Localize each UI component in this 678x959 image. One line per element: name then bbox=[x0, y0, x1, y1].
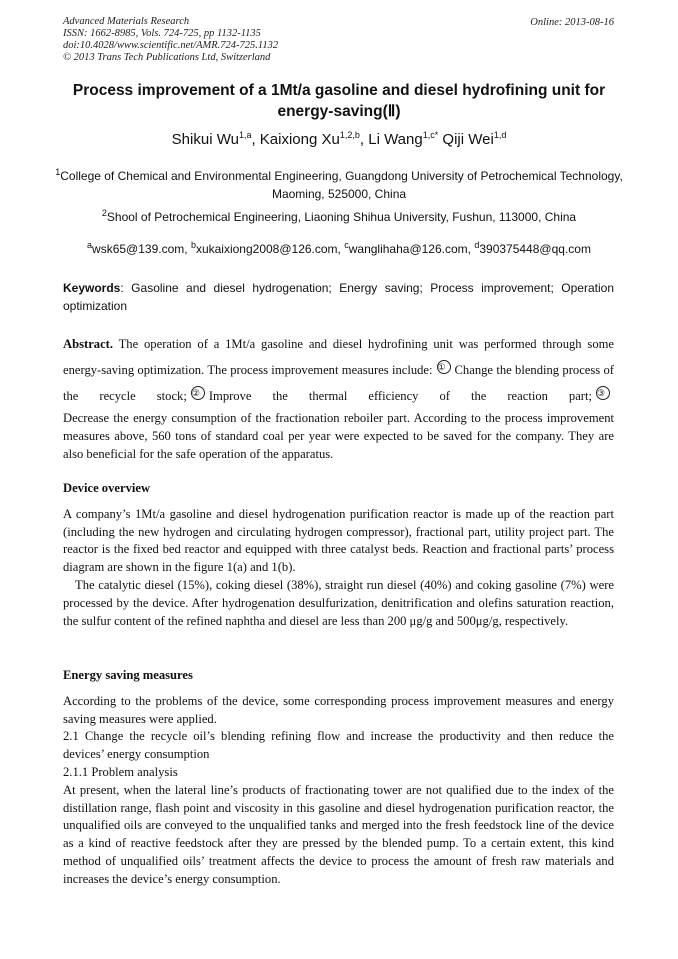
circled-two-icon: ② bbox=[191, 386, 205, 400]
keywords-text: : Gasoline and diesel hydrogenation; Energy saving; Process improvement; Operation optimization bbox=[63, 281, 614, 313]
email-text: xukaixiong2008@126.com, bbox=[195, 242, 345, 256]
abstract-item-2: Improve the thermal efficiency of the reaction part; bbox=[208, 389, 592, 403]
affiliation-text: College of Chemical and Environmental Engineering, Guangdong University of Petrochemical Technology, Maoming, 525000, China bbox=[60, 169, 623, 201]
email-text: wsk65@139.com, bbox=[92, 242, 191, 256]
email-sup: a bbox=[87, 240, 93, 250]
email-sup: c bbox=[344, 240, 349, 250]
issn-line: ISSN: 1662-8985, Vols. 724-725, pp 1132-1135 bbox=[63, 28, 261, 39]
doi-line: doi:10.4028/www.scientific.net/AMR.724-725.1132 bbox=[63, 40, 279, 51]
email-sup: d bbox=[474, 240, 480, 250]
section-energy-saving bbox=[63, 667, 614, 889]
abstract-item-1: Change the blending process of the recycle stock; bbox=[63, 363, 614, 403]
paragraph: According to the problems of the device, some corresponding process improvement measures and energy saving measures were applied. bbox=[63, 693, 614, 726]
author-sup: 1,a bbox=[238, 130, 252, 140]
author-sup: 1,c* bbox=[422, 130, 439, 140]
author-name: Kaixiong Xu bbox=[259, 131, 340, 148]
journal-name: Advanced Materials Research bbox=[63, 16, 190, 27]
email-text: wanglihaha@126.com, bbox=[348, 242, 475, 256]
abstract-label: Abstract. bbox=[63, 337, 114, 351]
affiliation-sup: 1 bbox=[55, 167, 61, 177]
affiliation bbox=[50, 208, 628, 226]
paragraph: At present, when the lateral line’s products of fractionating tower are not qualified due to the index of the distillation range, flash point and viscosity in this gasoline and diesel hydrogenation purification reactor, the unqualified oils are conveyed to the unqualified tanks and merged into the fresh feedstock line of the device as a kind of reactive feedstock after they are pressed by the blended pump. To a certain extent, this kind method of unqualified oils’ treatment affects the device to process the amount of fresh raw materials and increases the device’s energy consumption. bbox=[63, 782, 614, 886]
email-text: 390375448@qq.com bbox=[479, 242, 591, 256]
author-name: Li Wang bbox=[368, 131, 423, 148]
affiliation-text: Shool of Petrochemical Engineering, Liaoning Shihua University, Fushun, 113000, China bbox=[106, 210, 577, 224]
author-sup: 1,2,b bbox=[339, 130, 360, 140]
abstract-rest: Decrease the energy consumption of the fractionation reboiler part. According to the process improvement measures above, 560 tons of standard coal per year were expected to be saved for the company. They are also beneficial for the safe operation of the apparatus. bbox=[63, 411, 614, 461]
abstract-intro: The operation of a 1Mt/a gasoline and diesel hydrofining unit was performed through some energy-saving optimization. The process improvement measures include: bbox=[63, 337, 614, 377]
author-name: Shikui Wu bbox=[171, 131, 239, 148]
section-heading: Energy saving measures bbox=[63, 668, 193, 682]
affiliation-sup: 2 bbox=[101, 208, 107, 218]
paragraph: The catalytic diesel (15%), coking diesel (38%), straight run diesel (40%) and coking gasoline (7%) were processed by the device. After hydrogenation desulfurization, denitrification and olefins saturation reaction, the sulfur content of the refined naphtha and diesel are less than 200 μg/g and 500μg/g, respectively. bbox=[63, 577, 614, 628]
affiliation bbox=[50, 167, 628, 203]
keywords bbox=[63, 279, 614, 315]
paper-title: Process improvement of a 1Mt/a gasoline and diesel hydrofining unit for energy-saving(Ⅱ) bbox=[72, 82, 606, 120]
email-list bbox=[50, 240, 628, 258]
copyright-line: © 2013 Trans Tech Publications Ltd, Switzerland bbox=[63, 52, 271, 63]
circled-one-icon: ① bbox=[437, 360, 451, 374]
paragraph: A company’s 1Mt/a gasoline and diesel hydrogenation purification reactor is made up of the reaction part (including the new hydrogen and circulating hydrogen compressor), fractional part, utility project part. The reactor is the fixed bed reactor and equipped with three catalyst beds. Reaction and fractional parts’ process diagram are shown in the figure 1(a) and 1(b). bbox=[63, 506, 614, 575]
section-heading: Device overview bbox=[63, 481, 151, 495]
abstract bbox=[63, 331, 614, 463]
circled-three-icon: ③ bbox=[596, 386, 610, 400]
email-sup: b bbox=[190, 240, 196, 250]
author-sup: 1,d bbox=[493, 130, 507, 140]
online-date: Online: 2013-08-16 bbox=[530, 17, 614, 28]
author-sep: , bbox=[251, 131, 260, 148]
author-list bbox=[40, 130, 638, 150]
section-device-overview bbox=[63, 480, 614, 630]
subsubsection-heading: 2.1.1 Problem analysis bbox=[63, 764, 178, 779]
subsection-heading: 2.1 Change the recycle oil’s blending refining flow and increase the productivity and then reduce the devices’ energy consumption bbox=[63, 729, 614, 762]
keywords-label: Keywords bbox=[63, 281, 121, 295]
author-sep: , bbox=[359, 131, 369, 148]
author-name: Qiji Wei bbox=[442, 131, 494, 148]
